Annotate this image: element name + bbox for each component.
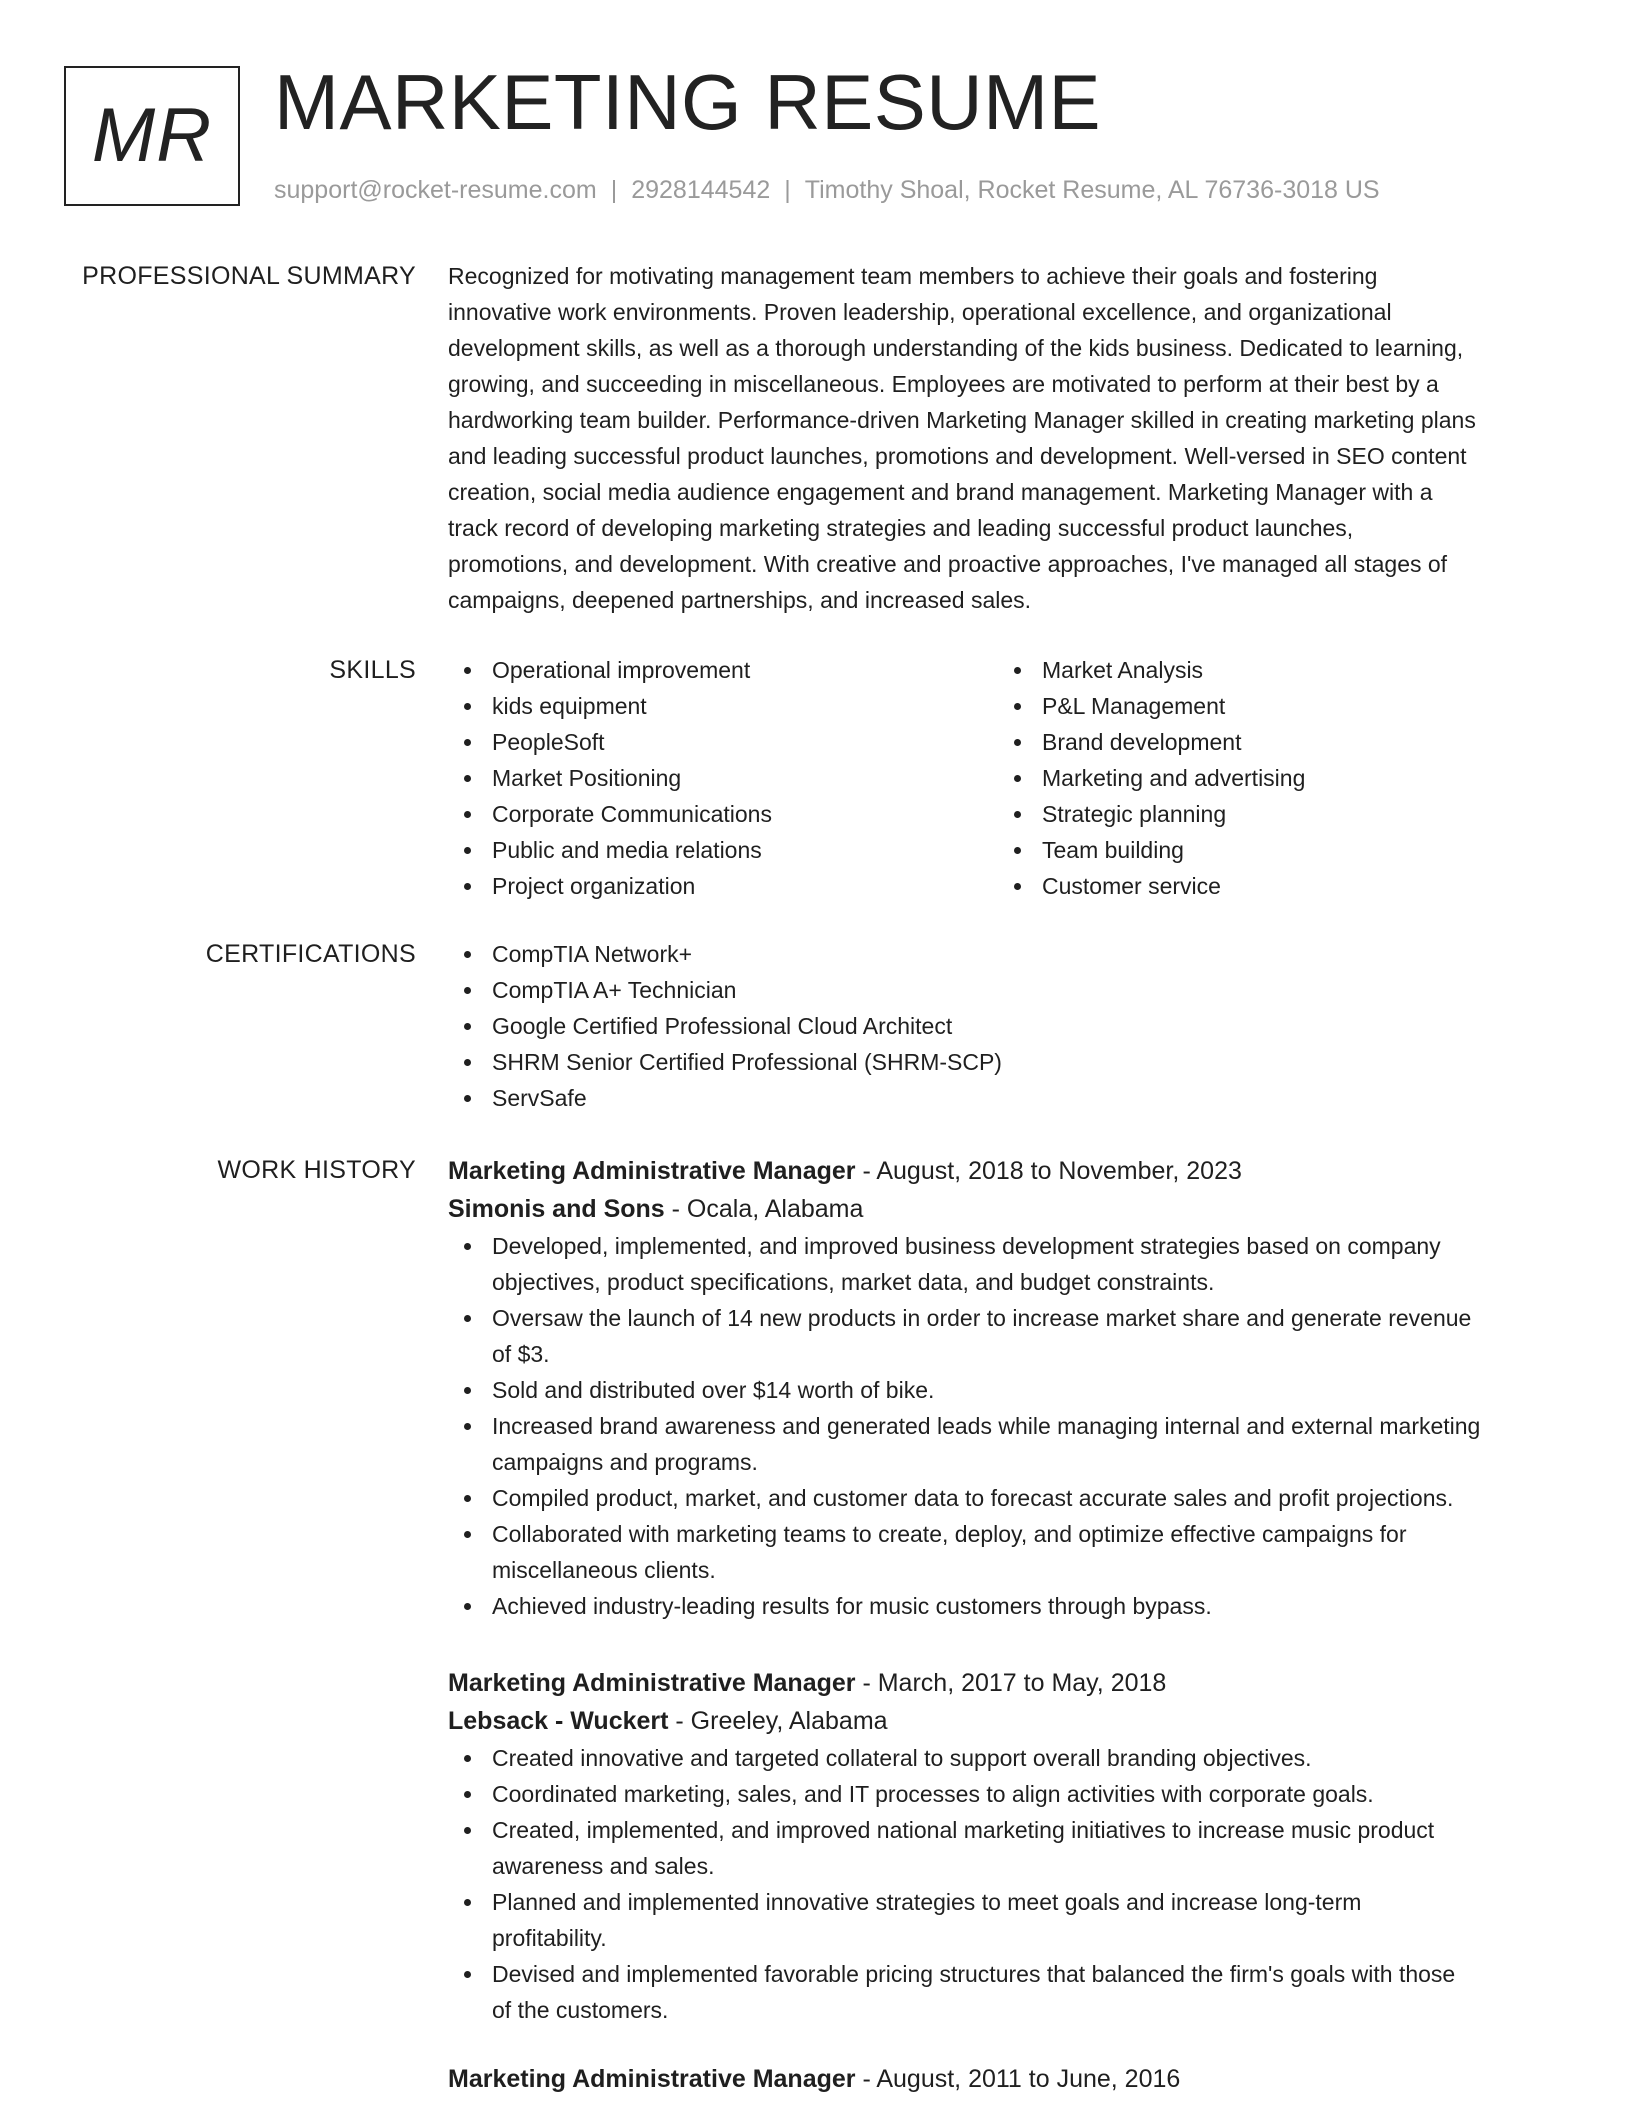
job-bullet-text: miscellaneous clients. xyxy=(492,1557,716,1583)
skills-column-right xyxy=(998,652,1538,904)
skills-label: SKILLS xyxy=(329,656,416,684)
certification-item-text: CompTIA A+ Technician xyxy=(492,977,737,1003)
bullet-dot xyxy=(1014,703,1021,710)
bullet-dot xyxy=(1014,667,1021,674)
job-bullet xyxy=(448,1812,1568,1884)
bullet-dot xyxy=(464,883,471,890)
job-bullet-text: Created innovative and targeted collateral to support overall branding objectives. xyxy=(492,1745,1312,1771)
job-company: Lebsack - Wuckert xyxy=(448,1707,669,1735)
job-bullet-text: of the customers. xyxy=(492,1997,669,2023)
bullet-dot xyxy=(1014,739,1021,746)
skill-item xyxy=(448,652,988,688)
certification-item xyxy=(448,936,1568,972)
bullet-dot xyxy=(464,987,471,994)
summary-line: innovative work environments. Proven leadership, operational excellence, and organizational xyxy=(448,299,1392,325)
bullet-dot xyxy=(464,1531,471,1538)
job-dates: - March, 2017 to May, 2018 xyxy=(855,1669,1167,1697)
job-entry xyxy=(448,2060,1568,2098)
job-bullet-text: Compiled product, market, and customer data to forecast accurate sales and profit projections. xyxy=(492,1485,1454,1511)
job-dates: - August, 2011 to June, 2016 xyxy=(855,2065,1181,2093)
skill-item xyxy=(448,688,988,724)
job-title-line xyxy=(448,1152,1568,1190)
job-bullet xyxy=(448,1776,1568,1812)
skill-item xyxy=(448,724,988,760)
job-company-line xyxy=(448,1190,1568,1228)
skill-item-text: kids equipment xyxy=(492,693,647,719)
bullet-dot xyxy=(464,1791,471,1798)
bullet-dot xyxy=(464,1423,471,1430)
skill-item xyxy=(998,652,1538,688)
skill-item-text: Market Positioning xyxy=(492,765,682,791)
bullet-dot xyxy=(464,1899,471,1906)
bullet-dot xyxy=(464,1059,471,1066)
skill-item-text: Corporate Communications xyxy=(492,801,772,827)
job-bullet xyxy=(448,1884,1568,1956)
job-bullet xyxy=(448,1372,1568,1408)
job-bullet-text: Achieved industry-leading results for music customers through bypass. xyxy=(492,1593,1212,1619)
job-bullet-text: Collaborated with marketing teams to create, deploy, and optimize effective campaigns for xyxy=(492,1521,1407,1547)
skill-item xyxy=(448,868,988,904)
certification-item xyxy=(448,972,1568,1008)
job-title-line xyxy=(448,1664,1568,1702)
job-bullet-text: campaigns and programs. xyxy=(492,1449,758,1475)
skill-item-text: Brand development xyxy=(1042,729,1242,755)
bullet-dot xyxy=(464,739,471,746)
skill-item-text: P&L Management xyxy=(1042,693,1226,719)
summary-line: creation, social media audience engagement and brand management. Marketing Manager with a xyxy=(448,479,1433,505)
summary-line: track record of developing marketing strategies and leading successful product launches, xyxy=(448,515,1354,541)
job-entry xyxy=(448,1152,1568,1624)
job-bullet xyxy=(448,1516,1568,1588)
job-bullet-text: Developed, implemented, and improved business development strategies based on company xyxy=(492,1233,1441,1259)
job-location: - Ocala, Alabama xyxy=(664,1195,864,1223)
skill-item-text: PeopleSoft xyxy=(492,729,605,755)
summary-line: growing, and succeeding in miscellaneous. Employees are motivated to perform at their best by a xyxy=(448,371,1439,397)
bullet-dot xyxy=(464,1971,471,1978)
bullet-dot xyxy=(464,1603,471,1610)
contact-line xyxy=(274,172,1380,208)
skill-item-text: Operational improvement xyxy=(492,657,751,683)
certifications-body xyxy=(448,936,1568,1116)
job-bullet xyxy=(448,1956,1568,2028)
job-dates: - August, 2018 to November, 2023 xyxy=(855,1157,1242,1185)
job-title: Marketing Administrative Manager xyxy=(448,1669,856,1697)
summary-line: promotions, and development. With creative and proactive approaches, I've managed all stages of xyxy=(448,551,1448,577)
job-bullet-text: Coordinated marketing, sales, and IT processes to align activities with corporate goals. xyxy=(492,1781,1374,1807)
skill-item-text: Customer service xyxy=(1042,873,1221,899)
certification-item-text: Google Certified Professional Cloud Architect xyxy=(492,1013,953,1039)
job-bullet-text: profitability. xyxy=(492,1925,607,1951)
job-location: - Greeley, Alabama xyxy=(668,1707,888,1735)
bullet-dot xyxy=(464,1387,471,1394)
skill-item xyxy=(998,868,1538,904)
bullet-dot xyxy=(464,1495,471,1502)
job-title-line xyxy=(448,2060,1568,2098)
bullet-dot xyxy=(464,951,471,958)
job-bullet-text: Devised and implemented favorable pricing structures that balanced the firm's goals with those xyxy=(492,1961,1456,1987)
skill-item xyxy=(448,832,988,868)
job-bullet-text: Sold and distributed over $14 worth of bike. xyxy=(492,1377,935,1403)
work-history-label: WORK HISTORY xyxy=(217,1156,416,1184)
skill-item-text: Market Analysis xyxy=(1042,657,1204,683)
summary-line: Recognized for motivating management team members to achieve their goals and fostering xyxy=(448,263,1378,289)
bullet-dot xyxy=(1014,775,1021,782)
job-bullet xyxy=(448,1408,1568,1480)
skill-item xyxy=(448,796,988,832)
job-bullets xyxy=(448,1228,1568,1624)
bullet-dot xyxy=(464,847,471,854)
bullet-dot xyxy=(1014,811,1021,818)
certifications-label: CERTIFICATIONS xyxy=(205,940,416,968)
job-bullets xyxy=(448,1740,1568,2028)
job-bullet xyxy=(448,1740,1568,1776)
job-bullet-text: objectives, product specifications, market data, and budget constraints. xyxy=(492,1269,1215,1295)
certifications-list xyxy=(448,936,1568,1116)
certification-item-text: SHRM Senior Certified Professional (SHRM-SCP) xyxy=(492,1049,1002,1075)
job-bullet-text: Oversaw the launch of 14 new products in order to increase market share and generate revenue xyxy=(492,1305,1472,1331)
bullet-dot xyxy=(464,775,471,782)
contact-address: Timothy Shoal, Rocket Resume, AL 76736-3018 US xyxy=(804,176,1380,204)
job-bullet xyxy=(448,1588,1568,1624)
summary-body xyxy=(448,258,1568,618)
job-bullet-text: awareness and sales. xyxy=(492,1853,715,1879)
skill-item xyxy=(998,724,1538,760)
summary-line: development skills, as well as a thorough understanding of the kids business. Dedicated to learning, xyxy=(448,335,1464,361)
certification-item xyxy=(448,1044,1568,1080)
bullet-dot xyxy=(464,1315,471,1322)
contact-separator: | xyxy=(784,176,791,204)
contact-separator: | xyxy=(610,176,618,204)
summary-label: PROFESSIONAL SUMMARY xyxy=(82,262,416,290)
skills-column-left xyxy=(448,652,988,904)
job-title: Marketing Administrative Manager xyxy=(448,2065,856,2093)
job-bullet-text: Planned and implemented innovative strategies to meet goals and increase long-term xyxy=(492,1889,1362,1915)
monogram-initials: MR xyxy=(91,93,213,178)
work-history-body xyxy=(448,1152,1568,2098)
skill-item-text: Strategic planning xyxy=(1042,801,1227,827)
skill-item xyxy=(998,832,1538,868)
bullet-dot xyxy=(464,703,471,710)
bullet-dot xyxy=(1014,883,1021,890)
contact-email[interactable]: support@rocket-resume.com xyxy=(274,176,597,204)
skill-item-text: Team building xyxy=(1042,837,1184,863)
skill-item xyxy=(448,760,988,796)
skill-item xyxy=(998,688,1538,724)
skill-item-text: Public and media relations xyxy=(492,837,762,863)
bullet-dot xyxy=(464,811,471,818)
skill-item xyxy=(998,760,1538,796)
summary-text xyxy=(448,258,1568,618)
bullet-dot xyxy=(464,1243,471,1250)
job-bullet xyxy=(448,1228,1568,1300)
job-bullet-text: Created, implemented, and improved national marketing initiatives to increase music product xyxy=(492,1817,1435,1843)
certification-item xyxy=(448,1080,1568,1116)
bullet-dot xyxy=(464,1755,471,1762)
summary-line: campaigns, deepened partnerships, and increased sales. xyxy=(448,587,1032,613)
skills-list-left xyxy=(448,652,988,904)
bullet-dot xyxy=(464,667,471,674)
job-bullet xyxy=(448,1480,1568,1516)
skill-item xyxy=(998,796,1538,832)
skill-item-text: Marketing and advertising xyxy=(1042,765,1306,791)
certification-item-text: ServSafe xyxy=(492,1085,587,1111)
job-bullet xyxy=(448,1300,1568,1372)
job-company-line xyxy=(448,1702,1568,1740)
skill-item-text: Project organization xyxy=(492,873,696,899)
skills-list-right xyxy=(998,652,1538,904)
summary-line: hardworking team builder. Performance-driven Marketing Manager skilled in creating marketing plans xyxy=(448,407,1476,433)
summary-line: and leading successful product launches, promotions and development. Well-versed in SEO content xyxy=(448,443,1467,469)
certification-item xyxy=(448,1008,1568,1044)
job-title: Marketing Administrative Manager xyxy=(448,1157,856,1185)
job-bullet-text: Increased brand awareness and generated leads while managing internal and external marketing xyxy=(492,1413,1481,1439)
monogram-box xyxy=(64,66,240,206)
bullet-dot xyxy=(464,1827,471,1834)
certification-item-text: CompTIA Network+ xyxy=(492,941,693,967)
bullet-dot xyxy=(464,1095,471,1102)
job-company: Simonis and Sons xyxy=(448,1195,665,1223)
job-entry xyxy=(448,1664,1568,2028)
contact-phone[interactable]: 2928144542 xyxy=(631,176,771,204)
bullet-dot xyxy=(464,1023,471,1030)
bullet-dot xyxy=(1014,847,1021,854)
job-bullet-text: of $3. xyxy=(492,1341,550,1367)
resume-title: MARKETING RESUME xyxy=(274,58,1102,146)
